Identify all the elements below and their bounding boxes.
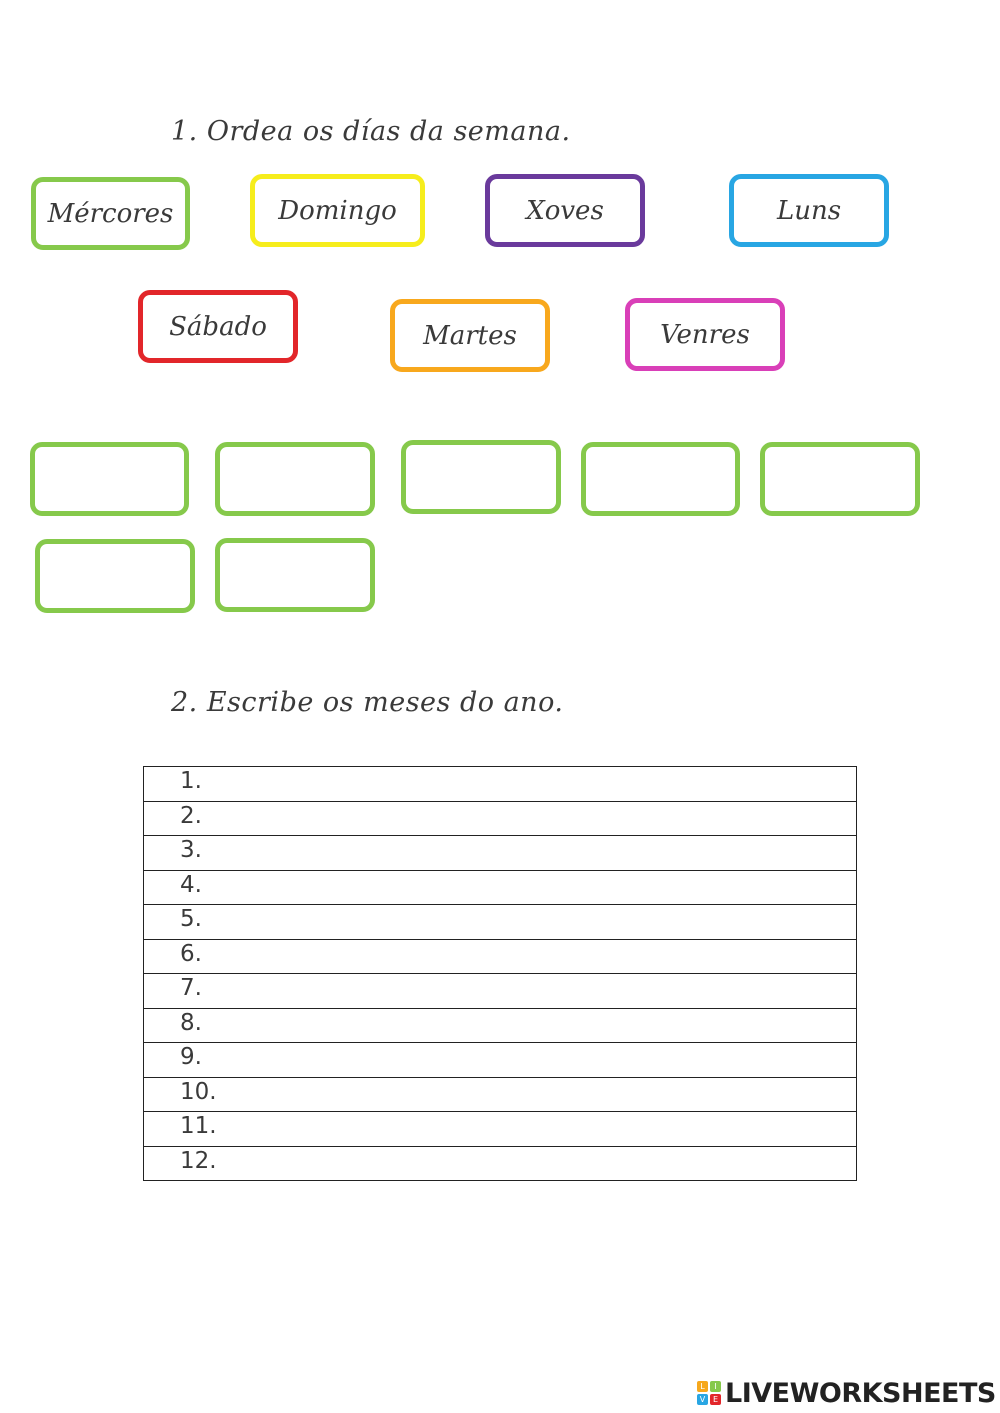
month-row (144, 1146, 857, 1181)
month-number: 9. (180, 1044, 202, 1070)
drop-slot-6[interactable] (35, 539, 195, 613)
exercise1-title: 1. Ordea os días da semana. (171, 116, 571, 147)
day-label: Xoves (526, 195, 604, 226)
drop-slot-4[interactable] (581, 442, 740, 516)
month-number: 6. (180, 940, 202, 967)
day-label: Sábado (169, 311, 267, 342)
month-number: 12. (180, 1147, 217, 1174)
liveworksheets-logo (697, 1378, 996, 1408)
drop-slot-1[interactable] (30, 442, 189, 516)
month-input[interactable] (224, 1046, 850, 1074)
month-cell (144, 836, 857, 871)
day-card-mercores[interactable] (31, 177, 190, 250)
month-row (144, 905, 857, 940)
day-card-xoves[interactable] (485, 174, 645, 247)
logo-tile: I (710, 1381, 721, 1392)
day-card-luns[interactable] (729, 174, 889, 247)
month-cell (144, 870, 857, 905)
logo-tile: V (697, 1394, 708, 1405)
month-input[interactable] (224, 839, 850, 867)
day-label: Luns (776, 195, 842, 226)
month-number: 8. (180, 1009, 202, 1036)
month-number: 3. (180, 837, 202, 863)
month-cell (144, 1112, 857, 1147)
month-row (144, 974, 857, 1009)
logo-tile: L (697, 1381, 708, 1392)
month-input[interactable] (224, 1012, 850, 1040)
month-row (144, 939, 857, 974)
month-row (144, 1077, 857, 1112)
month-input[interactable] (224, 943, 850, 971)
month-number: 10. (180, 1078, 217, 1105)
month-row (144, 1112, 857, 1147)
month-row (144, 870, 857, 905)
month-number: 5. (180, 906, 202, 932)
logo-tile: E (710, 1394, 721, 1405)
day-label: Venres (660, 319, 750, 350)
months-table (143, 766, 857, 1181)
logo-text: LIVEWORKSHEETS (725, 1377, 996, 1409)
day-label: Mércores (47, 198, 174, 229)
drop-slot-7[interactable] (215, 538, 375, 612)
month-number: 4. (180, 871, 202, 898)
month-cell (144, 801, 857, 836)
month-row (144, 1043, 857, 1078)
day-label: Domingo (278, 195, 397, 226)
month-row (144, 1008, 857, 1043)
month-number: 2. (180, 802, 202, 829)
month-cell (144, 974, 857, 1009)
month-number: 7. (180, 975, 202, 1001)
month-input[interactable] (224, 1150, 850, 1178)
month-cell (144, 1008, 857, 1043)
month-input[interactable] (224, 874, 850, 902)
month-cell (144, 939, 857, 974)
day-card-martes[interactable] (390, 299, 550, 372)
month-input[interactable] (224, 1081, 850, 1109)
drop-slot-3[interactable] (401, 440, 561, 514)
drop-slot-5[interactable] (760, 442, 920, 516)
month-input[interactable] (224, 1115, 850, 1143)
month-row (144, 801, 857, 836)
month-cell (144, 767, 857, 802)
month-cell (144, 905, 857, 940)
logo-icon (697, 1381, 721, 1405)
month-cell (144, 1146, 857, 1181)
month-number: 11. (180, 1113, 217, 1139)
exercise2-title: 2. Escribe os meses do ano. (171, 687, 564, 718)
month-row (144, 836, 857, 871)
day-label: Martes (423, 320, 517, 351)
month-row (144, 767, 857, 802)
month-input[interactable] (224, 805, 850, 833)
month-input[interactable] (224, 908, 850, 936)
day-card-venres[interactable] (625, 298, 785, 371)
day-card-sabado[interactable] (138, 290, 298, 363)
day-card-domingo[interactable] (250, 174, 425, 247)
month-number: 1. (180, 768, 202, 794)
month-cell (144, 1077, 857, 1112)
drop-slot-2[interactable] (215, 442, 375, 516)
month-input[interactable] (224, 770, 850, 798)
month-cell (144, 1043, 857, 1078)
month-input[interactable] (224, 977, 850, 1005)
